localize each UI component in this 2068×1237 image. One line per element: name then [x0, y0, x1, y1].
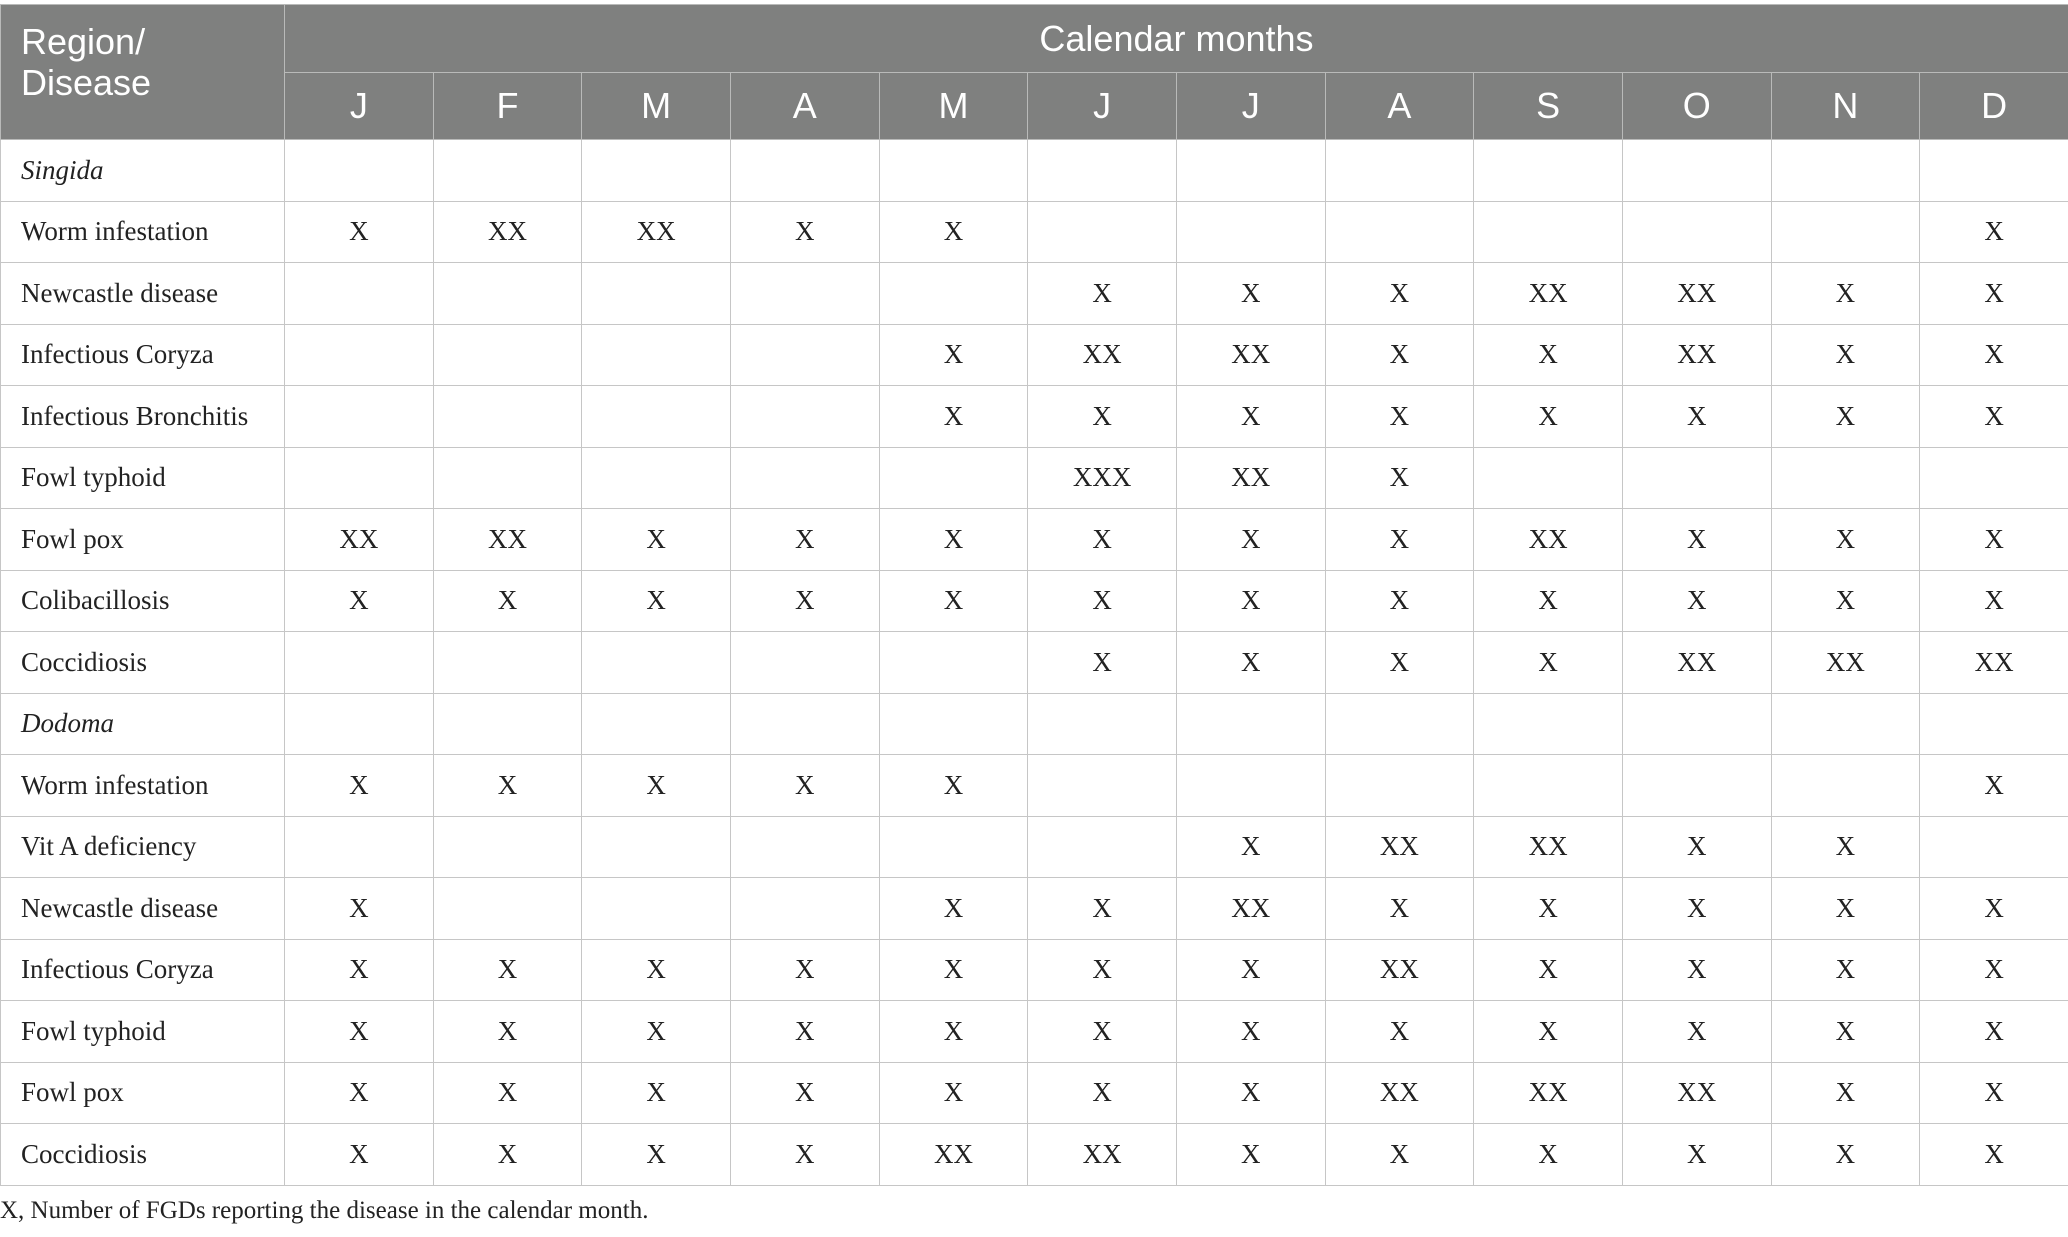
region-name-cell: Dodoma — [1, 693, 285, 755]
month-value-cell: XX — [1176, 324, 1325, 386]
month-value-cell: X — [1028, 1001, 1177, 1063]
month-value-cell: X — [285, 1001, 434, 1063]
table-footnote: X, Number of FGDs reporting the disease in the calendar month. — [0, 1197, 649, 1224]
month-value-cell — [1622, 755, 1771, 817]
disease-row — [1, 1001, 2068, 1063]
month-value-cell: X — [730, 1124, 879, 1186]
month-header: S — [1474, 73, 1623, 140]
month-value-cell — [730, 632, 879, 694]
month-value-cell: X — [1474, 386, 1623, 448]
disease-row — [1, 447, 2068, 509]
month-value-cell: XX — [1028, 324, 1177, 386]
month-value-cell: X — [1920, 755, 2068, 817]
month-value-cell — [1920, 140, 2068, 202]
month-value-cell: X — [1028, 1062, 1177, 1124]
month-value-cell: X — [1176, 632, 1325, 694]
month-header: A — [730, 73, 879, 140]
month-value-cell: X — [1325, 447, 1474, 509]
month-value-cell — [1028, 201, 1177, 263]
month-value-cell: X — [1325, 878, 1474, 940]
month-value-cell: X — [582, 755, 731, 817]
month-value-cell: X — [1771, 939, 1920, 1001]
disease-row — [1, 755, 2068, 817]
month-value-cell — [1176, 201, 1325, 263]
month-value-cell: X — [582, 1001, 731, 1063]
month-value-cell: X — [582, 1062, 731, 1124]
month-value-cell: X — [1028, 570, 1177, 632]
disease-row — [1, 386, 2068, 448]
month-value-cell: X — [285, 201, 434, 263]
month-value-cell: XX — [1325, 816, 1474, 878]
month-value-cell — [730, 816, 879, 878]
month-value-cell: X — [1176, 816, 1325, 878]
month-header: J — [285, 73, 434, 140]
month-value-cell — [582, 878, 731, 940]
month-value-cell — [1622, 693, 1771, 755]
month-value-cell: X — [1474, 570, 1623, 632]
month-value-cell: X — [730, 201, 879, 263]
month-value-cell: X — [879, 509, 1028, 571]
month-value-cell: X — [1771, 1124, 1920, 1186]
region-row — [1, 140, 2068, 202]
month-value-cell — [433, 447, 582, 509]
month-value-cell — [1176, 755, 1325, 817]
month-value-cell — [879, 447, 1028, 509]
month-value-cell — [1028, 816, 1177, 878]
month-value-cell: X — [879, 324, 1028, 386]
month-value-cell: X — [1325, 263, 1474, 325]
month-value-cell: X — [1771, 878, 1920, 940]
month-value-cell — [1920, 447, 2068, 509]
month-value-cell: X — [1622, 939, 1771, 1001]
disease-name-cell: Colibacillosis — [1, 570, 285, 632]
month-value-cell — [582, 693, 731, 755]
month-value-cell: XX — [1771, 632, 1920, 694]
month-value-cell: X — [879, 570, 1028, 632]
month-value-cell — [285, 816, 434, 878]
disease-row — [1, 878, 2068, 940]
month-value-cell: X — [1771, 509, 1920, 571]
disease-row — [1, 324, 2068, 386]
month-value-cell — [1028, 693, 1177, 755]
month-value-cell: X — [582, 1124, 731, 1186]
disease-row — [1, 1124, 2068, 1186]
month-value-cell — [285, 386, 434, 448]
month-value-cell: X — [1176, 939, 1325, 1001]
month-value-cell — [433, 816, 582, 878]
month-value-cell: X — [433, 570, 582, 632]
table-body — [1, 140, 2068, 1186]
region-row — [1, 693, 2068, 755]
disease-name-cell: Infectious Bronchitis — [1, 386, 285, 448]
month-value-cell — [1622, 140, 1771, 202]
month-value-cell — [433, 263, 582, 325]
month-value-cell: X — [730, 1001, 879, 1063]
month-value-cell: X — [879, 201, 1028, 263]
month-header: M — [582, 73, 731, 140]
month-value-cell: X — [433, 1124, 582, 1186]
month-value-cell: X — [1474, 1001, 1623, 1063]
month-value-cell: X — [1622, 570, 1771, 632]
month-value-cell — [1176, 693, 1325, 755]
month-value-cell: X — [285, 1124, 434, 1186]
month-value-cell: XX — [1474, 509, 1623, 571]
disease-name-cell: Newcastle disease — [1, 263, 285, 325]
month-value-cell: X — [730, 509, 879, 571]
month-value-cell: X — [730, 570, 879, 632]
disease-row — [1, 570, 2068, 632]
month-value-cell: XXX — [1028, 447, 1177, 509]
month-value-cell: X — [879, 939, 1028, 1001]
disease-row — [1, 939, 2068, 1001]
month-value-cell — [1622, 201, 1771, 263]
month-value-cell — [730, 447, 879, 509]
month-value-cell: X — [1176, 1124, 1325, 1186]
month-value-cell — [433, 140, 582, 202]
month-value-cell — [1920, 816, 2068, 878]
month-value-cell: X — [433, 1062, 582, 1124]
month-value-cell — [582, 324, 731, 386]
month-value-cell — [1771, 693, 1920, 755]
month-value-cell — [1771, 755, 1920, 817]
month-value-cell — [1325, 140, 1474, 202]
disease-calendar-table-container — [0, 4, 2068, 1186]
month-value-cell: XX — [1622, 324, 1771, 386]
month-value-cell: XX — [1028, 1124, 1177, 1186]
disease-name-cell: Coccidiosis — [1, 1124, 285, 1186]
month-value-cell: X — [879, 386, 1028, 448]
month-value-cell — [1474, 140, 1623, 202]
month-value-cell: X — [1771, 816, 1920, 878]
month-value-cell: X — [1622, 1001, 1771, 1063]
month-value-cell: X — [285, 939, 434, 1001]
month-value-cell: X — [433, 1001, 582, 1063]
month-value-cell: X — [1771, 570, 1920, 632]
month-value-cell: X — [1176, 570, 1325, 632]
month-value-cell: X — [1622, 509, 1771, 571]
month-value-cell: X — [285, 755, 434, 817]
month-value-cell: X — [1920, 1001, 2068, 1063]
month-value-cell: X — [1028, 386, 1177, 448]
month-value-cell: X — [730, 755, 879, 817]
month-value-cell: X — [1920, 939, 2068, 1001]
month-value-cell: X — [879, 755, 1028, 817]
month-value-cell: XX — [1325, 939, 1474, 1001]
month-value-cell — [730, 263, 879, 325]
month-value-cell: X — [1176, 386, 1325, 448]
month-value-cell: X — [1028, 878, 1177, 940]
month-value-cell: X — [1771, 1001, 1920, 1063]
calendar-months-header: Calendar months — [285, 5, 2068, 73]
month-value-cell: X — [1474, 324, 1623, 386]
month-value-cell — [1028, 140, 1177, 202]
month-value-cell: X — [1176, 509, 1325, 571]
month-value-cell — [1920, 693, 2068, 755]
month-header: F — [433, 73, 582, 140]
month-value-cell: X — [1920, 324, 2068, 386]
disease-calendar-table — [0, 4, 2068, 1186]
month-value-cell: X — [582, 509, 731, 571]
table-header — [1, 5, 2068, 140]
month-value-cell: XX — [1474, 1062, 1623, 1124]
month-value-cell: X — [1325, 386, 1474, 448]
month-value-cell — [433, 324, 582, 386]
disease-row — [1, 201, 2068, 263]
disease-row — [1, 816, 2068, 878]
month-value-cell: XX — [285, 509, 434, 571]
disease-name-cell: Vit A deficiency — [1, 816, 285, 878]
month-value-cell — [433, 386, 582, 448]
month-value-cell: X — [285, 878, 434, 940]
month-value-cell — [1474, 755, 1623, 817]
month-value-cell: X — [1325, 632, 1474, 694]
month-value-cell: X — [1622, 816, 1771, 878]
month-value-cell — [1771, 201, 1920, 263]
month-value-cell — [730, 878, 879, 940]
disease-row — [1, 1062, 2068, 1124]
month-value-cell — [433, 693, 582, 755]
month-value-cell — [730, 693, 879, 755]
month-value-cell — [879, 140, 1028, 202]
month-value-cell: XX — [1920, 632, 2068, 694]
month-value-cell — [433, 632, 582, 694]
month-value-cell — [1771, 140, 1920, 202]
month-value-cell: X — [1325, 1124, 1474, 1186]
month-value-cell: XX — [1176, 447, 1325, 509]
region-name-cell: Singida — [1, 140, 285, 202]
month-header: A — [1325, 73, 1474, 140]
month-value-cell: X — [1325, 324, 1474, 386]
region-disease-header: Region/ Disease — [1, 5, 285, 140]
month-value-cell: X — [1325, 509, 1474, 571]
month-value-cell — [1325, 201, 1474, 263]
month-value-cell: X — [433, 755, 582, 817]
disease-name-cell: Fowl pox — [1, 509, 285, 571]
disease-name-cell: Worm infestation — [1, 201, 285, 263]
month-value-cell: X — [879, 878, 1028, 940]
month-header: J — [1176, 73, 1325, 140]
month-header: N — [1771, 73, 1920, 140]
month-value-cell — [879, 263, 1028, 325]
month-header: O — [1622, 73, 1771, 140]
month-value-cell — [879, 816, 1028, 878]
month-header: M — [879, 73, 1028, 140]
month-value-cell: X — [1920, 263, 2068, 325]
month-value-cell: X — [1474, 878, 1623, 940]
month-value-cell: X — [582, 939, 731, 1001]
month-value-cell: X — [1176, 1062, 1325, 1124]
month-value-cell: X — [285, 1062, 434, 1124]
month-value-cell: X — [433, 939, 582, 1001]
month-value-cell: XX — [582, 201, 731, 263]
month-value-cell: X — [1176, 263, 1325, 325]
disease-row — [1, 509, 2068, 571]
disease-row — [1, 263, 2068, 325]
month-value-cell — [1176, 140, 1325, 202]
disease-name-cell: Fowl pox — [1, 1062, 285, 1124]
month-value-cell — [285, 632, 434, 694]
month-value-cell: X — [1920, 509, 2068, 571]
month-value-cell — [1622, 447, 1771, 509]
month-value-cell: X — [879, 1001, 1028, 1063]
month-value-cell: XX — [1622, 632, 1771, 694]
month-value-cell — [285, 324, 434, 386]
month-value-cell: XX — [1176, 878, 1325, 940]
month-value-cell: X — [730, 939, 879, 1001]
month-value-cell — [582, 263, 731, 325]
month-value-cell: X — [730, 1062, 879, 1124]
month-value-cell: XX — [1622, 1062, 1771, 1124]
month-value-cell — [730, 386, 879, 448]
month-value-cell: XX — [1325, 1062, 1474, 1124]
month-value-cell: X — [1920, 1124, 2068, 1186]
disease-name-cell: Fowl typhoid — [1, 447, 285, 509]
month-value-cell — [879, 632, 1028, 694]
disease-name-cell: Fowl typhoid — [1, 1001, 285, 1063]
month-value-cell: X — [1771, 324, 1920, 386]
month-value-cell — [433, 878, 582, 940]
month-value-cell: X — [1622, 1124, 1771, 1186]
month-value-cell: XX — [433, 509, 582, 571]
month-value-cell — [285, 263, 434, 325]
month-value-cell: X — [1474, 632, 1623, 694]
month-value-cell: X — [1325, 570, 1474, 632]
disease-name-cell: Coccidiosis — [1, 632, 285, 694]
disease-name-cell: Newcastle disease — [1, 878, 285, 940]
month-value-cell — [285, 140, 434, 202]
month-value-cell — [730, 324, 879, 386]
month-value-cell: X — [1028, 263, 1177, 325]
month-value-cell: XX — [433, 201, 582, 263]
month-value-cell — [582, 632, 731, 694]
month-value-cell: X — [1771, 1062, 1920, 1124]
month-value-cell — [1028, 755, 1177, 817]
month-value-cell: X — [1028, 509, 1177, 571]
month-value-cell — [1771, 447, 1920, 509]
month-value-cell: X — [1622, 386, 1771, 448]
month-value-cell — [1325, 693, 1474, 755]
month-value-cell — [582, 140, 731, 202]
month-value-cell — [1474, 447, 1623, 509]
month-value-cell: X — [1028, 632, 1177, 694]
disease-name-cell: Infectious Coryza — [1, 324, 285, 386]
disease-name-cell: Infectious Coryza — [1, 939, 285, 1001]
month-value-cell — [582, 816, 731, 878]
month-value-cell: X — [285, 570, 434, 632]
month-value-cell: XX — [1474, 263, 1623, 325]
month-value-cell — [879, 693, 1028, 755]
month-value-cell: X — [1474, 939, 1623, 1001]
month-value-cell: X — [1771, 386, 1920, 448]
month-value-cell: X — [1920, 386, 2068, 448]
month-value-cell — [285, 693, 434, 755]
month-value-cell — [730, 140, 879, 202]
month-value-cell: XX — [1474, 816, 1623, 878]
month-value-cell: X — [1622, 878, 1771, 940]
month-header: D — [1920, 73, 2068, 140]
disease-name-cell: Worm infestation — [1, 755, 285, 817]
disease-row — [1, 632, 2068, 694]
month-value-cell: X — [1771, 263, 1920, 325]
month-value-cell — [1474, 693, 1623, 755]
month-value-cell — [1474, 201, 1623, 263]
month-value-cell: X — [582, 570, 731, 632]
month-value-cell: XX — [1622, 263, 1771, 325]
month-value-cell: X — [1920, 878, 2068, 940]
month-value-cell: X — [1474, 1124, 1623, 1186]
month-value-cell: X — [1920, 201, 2068, 263]
month-value-cell — [582, 447, 731, 509]
month-value-cell: X — [1176, 1001, 1325, 1063]
month-value-cell: XX — [879, 1124, 1028, 1186]
month-value-cell: X — [879, 1062, 1028, 1124]
month-value-cell — [285, 447, 434, 509]
month-value-cell — [1325, 755, 1474, 817]
month-value-cell — [582, 386, 731, 448]
month-value-cell: X — [1028, 939, 1177, 1001]
month-value-cell: X — [1920, 570, 2068, 632]
month-header: J — [1028, 73, 1177, 140]
month-value-cell: X — [1920, 1062, 2068, 1124]
month-value-cell: X — [1325, 1001, 1474, 1063]
